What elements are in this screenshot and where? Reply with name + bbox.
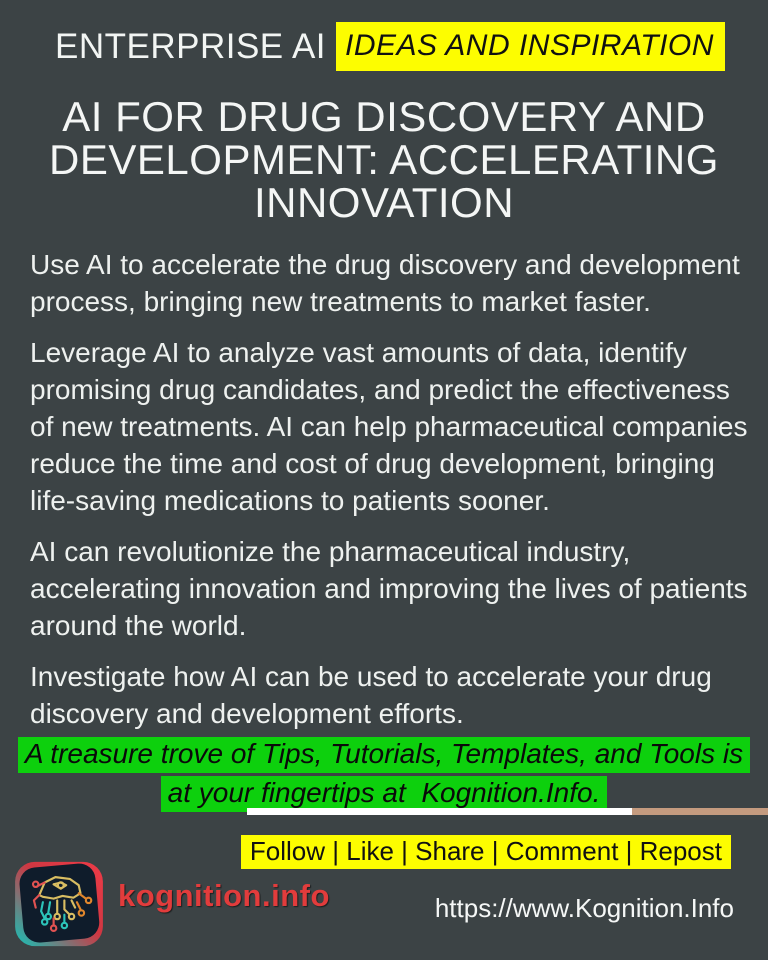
header-tagline: IDEAS AND INSPIRATION	[336, 22, 725, 71]
paragraph-3: AI can revolutionize the pharmaceutical industry, accelerating innovation and improving the lives of patients around the world.	[30, 536, 748, 641]
divider-tan-segment	[632, 808, 768, 815]
body-text	[30, 246, 756, 746]
header	[55, 22, 732, 71]
social-actions-bar[interactable]: Follow | Like | Share | Comment | Repost	[241, 835, 731, 869]
divider-white-segment	[247, 808, 632, 815]
paragraph-4: Investigate how AI can be used to accelerate your drug discovery and development efforts.	[30, 661, 712, 729]
promo-line-1: A treasure trove of Tips, Tutorials, Templates, and Tools is	[18, 737, 750, 773]
title-line-3: INNOVATION	[253, 179, 515, 226]
promo-line-2: at your fingertips at Kognition.Info.	[161, 776, 608, 812]
paragraph-1: Use AI to accelerate the drug discovery and development process, bringing new treatments to market faster.	[30, 249, 740, 317]
divider	[247, 808, 768, 815]
promo-banner	[0, 737, 768, 815]
title-line-1: AI FOR DRUG DISCOVERY AND	[62, 93, 706, 140]
website-url[interactable]: https://www.Kognition.Info	[434, 893, 734, 923]
brand-title: ENTERPRISE AI	[55, 26, 327, 66]
brand-name: kognition.info	[118, 878, 330, 913]
paragraph-2: Leverage AI to analyze vast amounts of data, identify promising drug candidates, and predict the effectiveness of new treatments. AI can help pharmaceutical companies reduce the time and cost of drug development, bringing life-saving medications to patients sooner.	[30, 337, 748, 516]
circuit-brain-logo-icon[interactable]	[14, 861, 104, 947]
title-line-2: DEVELOPMENT: ACCELERATING	[49, 136, 719, 183]
page-title	[0, 95, 768, 224]
